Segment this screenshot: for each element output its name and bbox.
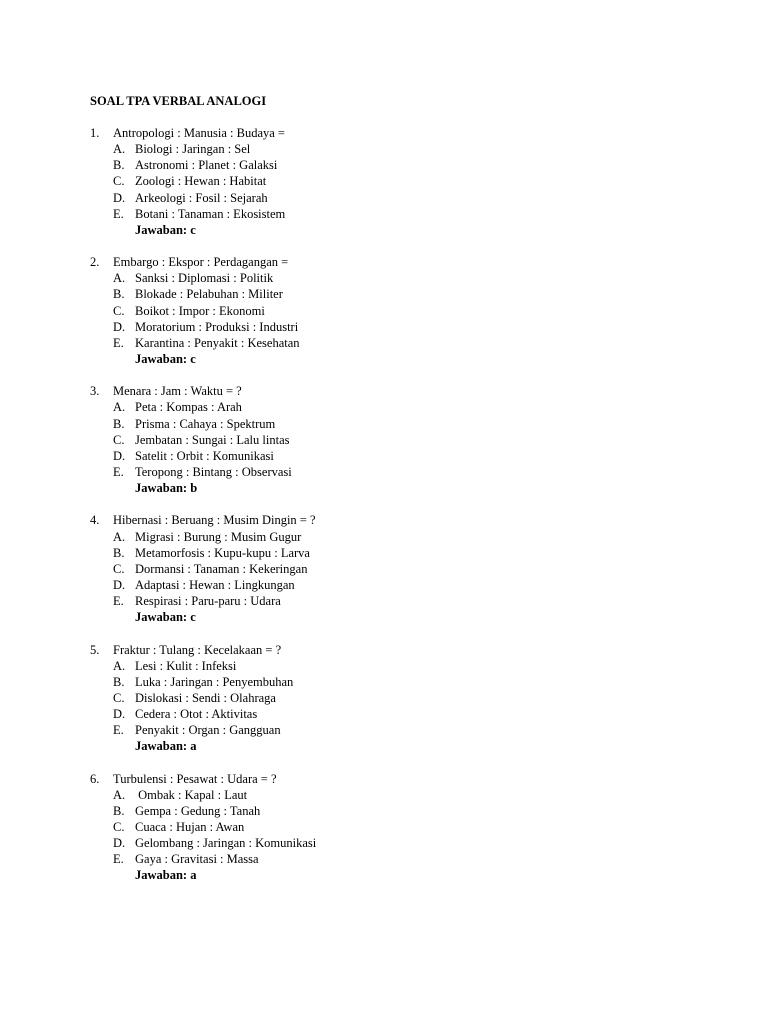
option-c [90,690,690,706]
option-d [90,190,690,206]
option-b [90,674,690,690]
question-stem [90,642,690,658]
option-letter: D. [113,707,126,722]
question-number: 4. [90,513,100,528]
question-text: Menara : Jam : Waktu = ? [113,384,242,399]
option-letter: C. [113,820,125,835]
option-letter: A. [113,529,126,544]
option-text: Gempa : Gedung : Tanah [135,803,261,818]
option-letter: C. [113,303,125,318]
option-c [90,173,690,189]
option-letter: E. [113,206,124,221]
question-5 [90,642,690,755]
question-text: Antropologi : Manusia : Budaya = [113,126,285,140]
answer-key: Jawaban: c [135,351,196,366]
option-letter: B. [113,158,125,173]
option-text: Astronomi : Planet : Galaksi [135,158,278,173]
option-letter: D. [113,836,126,851]
question-text: Embargo : Ekspor : Perdagangan = [113,255,289,270]
option-text: Dormansi : Tanaman : Kekeringan [135,561,308,576]
option-b [90,545,690,561]
option-b [90,157,690,173]
option-text: Teropong : Bintang : Observasi [135,464,292,479]
option-e [90,722,690,738]
answer-key: Jawaban: a [135,739,197,754]
option-letter: E. [113,852,124,867]
option-a [90,529,690,545]
option-text: Migrasi : Burung : Musim Gugur [135,529,302,544]
option-d [90,577,690,593]
option-letter: E. [113,723,124,738]
question-2 [90,254,690,367]
question-stem [90,771,690,787]
question-number: 1. [90,126,100,140]
option-e [90,206,690,222]
option-text: Karantina : Penyakit : Kesehatan [135,335,300,350]
option-text: Zoologi : Hewan : Habitat [135,174,267,189]
option-text: Adaptasi : Hewan : Lingkungan [135,577,295,592]
option-letter: D. [113,577,126,592]
answer-key: Jawaban: c [135,610,196,625]
option-c [90,303,690,319]
page-title: SOAL TPA VERBAL ANALOGI [90,94,267,108]
option-a [90,658,690,674]
option-text: Metamorfosis : Kupu-kupu : Larva [135,545,310,560]
question-number: 6. [90,771,100,786]
option-letter: E. [113,594,124,609]
option-letter: B. [113,803,125,818]
option-letter: A. [113,787,126,802]
option-letter: E. [113,464,124,479]
option-e [90,851,690,867]
option-letter: B. [113,545,125,560]
option-text: Jembatan : Sungai : Lalu lintas [135,432,290,447]
option-letter: A. [113,142,126,157]
option-c [90,819,690,835]
question-1 [90,125,690,238]
option-text: Arkeologi : Fosil : Sejarah [135,190,268,205]
question-number: 3. [90,384,100,399]
option-text: Sanksi : Diplomasi : Politik [135,271,274,286]
option-letter: C. [113,432,125,447]
option-text: Respirasi : Paru-paru : Udara [135,594,281,609]
option-text: Cuaca : Hujan : Awan [135,820,245,835]
option-c [90,432,690,448]
option-text: Dislokasi : Sendi : Olahraga [135,690,276,705]
option-text: Boikot : Impor : Ekonomi [135,303,265,318]
option-e [90,464,690,480]
option-d [90,448,690,464]
question-text: Turbulensi : Pesawat : Udara = ? [113,771,277,786]
question-stem [90,512,690,528]
option-text: Cedera : Otot : Aktivitas [135,707,258,722]
option-text: Blokade : Pelabuhan : Militer [135,287,283,302]
option-text: Gelombang : Jaringan : Komunikasi [135,836,317,851]
question-stem [90,254,690,270]
option-text: Botani : Tanaman : Ekosistem [135,206,286,221]
option-b [90,286,690,302]
question-number: 5. [90,642,100,657]
option-a [90,141,690,157]
option-text: Prisma : Cahaya : Spektrum [135,416,276,431]
option-letter: E. [113,335,124,350]
option-e [90,593,690,609]
option-a [90,270,690,286]
option-text: Biologi : Jaringan : Sel [135,142,251,157]
question-number: 2. [90,255,100,270]
option-letter: B. [113,416,125,431]
question-list [90,125,690,900]
option-letter: B. [113,287,125,302]
option-e [90,335,690,351]
option-text: Ombak : Kapal : Laut [135,787,248,802]
option-b [90,416,690,432]
option-text: Moratorium : Produksi : Industri [135,319,299,334]
option-b [90,803,690,819]
option-text: Satelit : Orbit : Komunikasi [135,448,274,463]
question-stem [90,125,690,141]
option-text: Gaya : Gravitasi : Massa [135,852,259,867]
option-letter: A. [113,400,126,415]
option-d [90,319,690,335]
option-text: Luka : Jaringan : Penyembuhan [135,674,294,689]
answer-key: Jawaban: b [135,481,198,496]
question-text: Hibernasi : Beruang : Musim Dingin = ? [113,513,316,528]
option-letter: D. [113,448,126,463]
option-letter: B. [113,674,125,689]
option-text: Penyakit : Organ : Gangguan [135,723,281,738]
option-text: Lesi : Kulit : Infeksi [135,658,237,673]
option-letter: C. [113,561,125,576]
option-a [90,399,690,415]
question-4 [90,512,690,625]
question-text: Fraktur : Tulang : Kecelakaan = ? [113,642,282,657]
option-letter: D. [113,190,126,205]
option-letter: A. [113,271,126,286]
option-a [90,787,690,803]
option-letter: D. [113,319,126,334]
answer-key: Jawaban: a [135,868,197,883]
option-letter: A. [113,658,126,673]
option-d [90,706,690,722]
option-letter: C. [113,690,125,705]
option-d [90,835,690,851]
option-c [90,561,690,577]
question-6 [90,771,690,884]
question-3 [90,383,690,496]
option-letter: C. [113,174,125,189]
option-text: Peta : Kompas : Arah [135,400,242,415]
answer-key: Jawaban: c [135,222,196,237]
question-stem [90,383,690,399]
